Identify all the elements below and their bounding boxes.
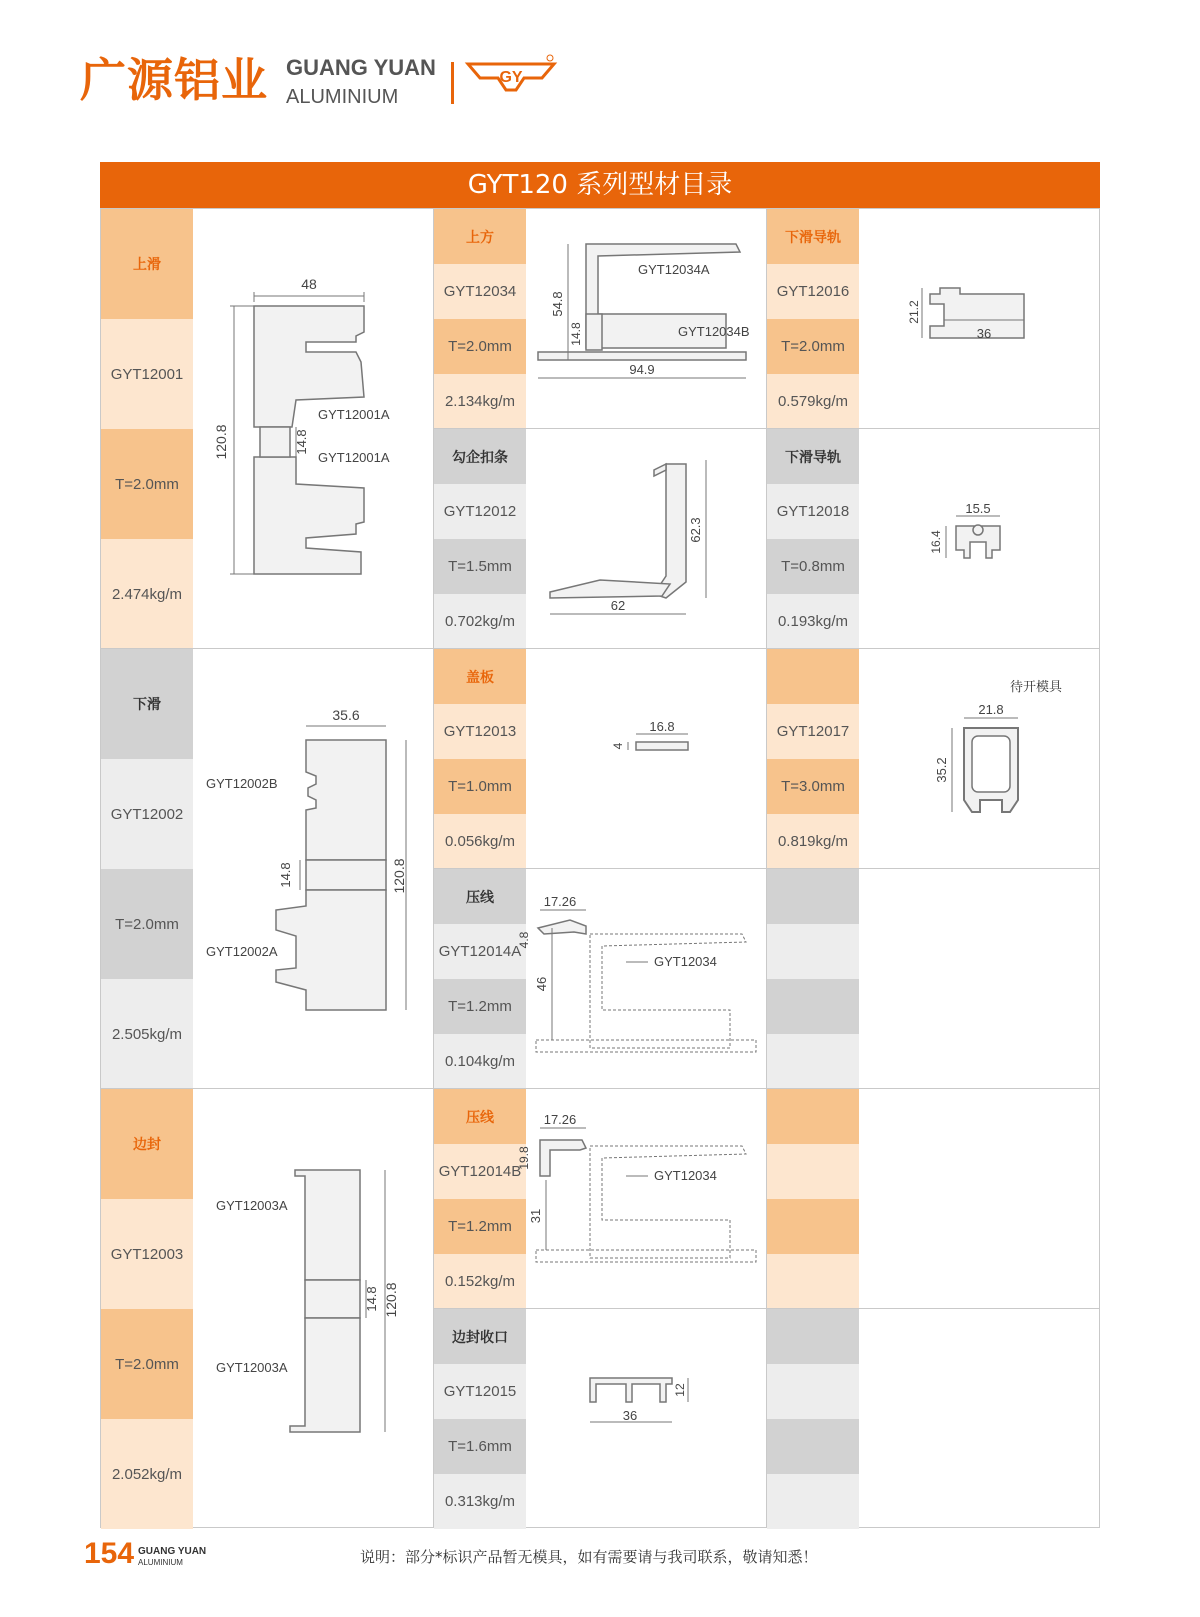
profile-drawing-gyt12018 [930, 500, 1020, 580]
label-cell-weight: 0.313kg/m [434, 1474, 526, 1529]
label-cell-category: 勾企扣条 [434, 429, 526, 484]
label-cell-category: 下滑导轨 [767, 429, 859, 484]
profile-drawing-gyt12034 [526, 230, 766, 390]
profile-drawing-gyt12014a [517, 892, 766, 1062]
grid-divider [433, 428, 1100, 429]
catalog-title: GYT120 系列型材目录 [100, 162, 1100, 208]
label-cell-category: 压线 [434, 1089, 526, 1144]
grid-divider [433, 868, 1100, 869]
label-cell-category [767, 1089, 859, 1144]
label-cell-category: 盖板 [434, 649, 526, 704]
dim-h1: 19.8 [517, 1146, 531, 1170]
dim-width: 17.26 [543, 1112, 577, 1127]
label-a: GYT12001A [318, 407, 390, 422]
profile-drawing-gyt12001 [196, 262, 424, 592]
label-cell-code [767, 1364, 859, 1419]
label-cell-weight: 0.152kg/m [434, 1254, 526, 1309]
logo-text: GY [499, 69, 523, 86]
dim-width: 94.9 [629, 362, 655, 377]
label-cell-category: 边封收口 [434, 1309, 526, 1364]
dim-width: 36 [622, 1408, 638, 1423]
label-cell-code: GYT12014A [434, 924, 526, 979]
label-cell-category: 边封 [101, 1089, 193, 1199]
dim-h2: 46 [534, 976, 549, 992]
dim-height: 4 [611, 742, 625, 750]
label-cell-category: 上滑 [101, 209, 193, 319]
label-cell-code: GYT12017 [767, 704, 859, 759]
label-cell-weight: 2.052kg/m [101, 1419, 193, 1529]
label-cell-thickness: T=2.0mm [434, 319, 526, 374]
label-cell-weight [767, 1034, 859, 1089]
label-cell-thickness: T=1.5mm [434, 539, 526, 594]
label-cell-thickness: T=0.8mm [767, 539, 859, 594]
dim-mid: 14.8 [569, 322, 583, 346]
ref-label: GYT12034 [654, 1168, 717, 1183]
profile-drawing-gyt12014b [517, 1110, 766, 1280]
dim-height: 35.2 [934, 757, 949, 783]
label-cell-weight: 2.505kg/m [101, 979, 193, 1089]
label-b: GYT12002B [206, 776, 278, 791]
guangyuan-logo-icon [466, 52, 556, 102]
label-cell-code [767, 1144, 859, 1199]
dim-height: 12 [673, 1383, 687, 1397]
label-cell-weight: 2.134kg/m [434, 374, 526, 429]
profile-drawing-gyt12017 [930, 700, 1040, 830]
dim-h2: 31 [528, 1208, 543, 1224]
label-cell-thickness: T=1.2mm [434, 1199, 526, 1254]
grid-divider [433, 1308, 1100, 1309]
label-cell-weight: 0.193kg/m [767, 594, 859, 649]
label-cell-thickness: T=2.0mm [101, 1309, 193, 1419]
dim-h1: 4.8 [517, 931, 531, 949]
dim-width: 48 [301, 276, 317, 292]
footer-brand-line1: GUANG YUAN [138, 1546, 207, 1557]
label-cell-category [767, 1309, 859, 1364]
label-cell-weight [767, 1254, 859, 1309]
dim-width: 21.8 [978, 702, 1004, 717]
label-cell-code: GYT12002 [101, 759, 193, 869]
footer-note: 说明：部分*标识产品暂无模具，如有需要请与我司联系，敬请知悉！ [360, 1548, 818, 1566]
label-cell-code: GYT12014B [434, 1144, 526, 1199]
label-cell-code: GYT12034 [434, 264, 526, 319]
label-cell-thickness: T=2.0mm [101, 869, 193, 979]
dim-width: 15.5 [965, 501, 991, 516]
label-b: GYT12001A [318, 450, 390, 465]
dim-mid: 14.8 [294, 429, 309, 455]
dim-width: 17.26 [543, 894, 577, 909]
label-cell-category: 上方 [434, 209, 526, 264]
label-cell-category [767, 869, 859, 924]
dim-mid: 14.8 [278, 862, 293, 888]
dim-height: 16.4 [929, 530, 943, 554]
label-a: GYT12002A [206, 944, 278, 959]
dim-width: 35.6 [332, 707, 360, 723]
label-cell-code: GYT12013 [434, 704, 526, 759]
mold-pending-note: 待开模具 [1010, 680, 1063, 695]
label-a: GYT12003A [216, 1198, 288, 1213]
label-cell-code [767, 924, 859, 979]
label-a: GYT12034A [638, 262, 710, 277]
brand-name-cn: 广源铝业 [80, 53, 268, 107]
brand-name-en-line1: GUANG YUAN [286, 55, 436, 80]
dim-height: 62.3 [688, 517, 703, 543]
grid-divider [433, 648, 1100, 649]
label-cell-code: GYT12012 [434, 484, 526, 539]
label-cell-thickness: T=1.0mm [434, 759, 526, 814]
label-cell-category: 压线 [434, 869, 526, 924]
profile-drawing-gyt12016 [900, 280, 1040, 360]
label-cell-thickness [767, 1419, 859, 1474]
footer-brand-line2: ALUMINIUM [138, 1558, 183, 1567]
label-cell-thickness: T=2.0mm [101, 429, 193, 539]
dim-width: 36 [976, 326, 992, 341]
label-cell-thickness [767, 979, 859, 1034]
grid-divider [100, 1088, 433, 1089]
label-cell-code: GYT12016 [767, 264, 859, 319]
label-cell-category [767, 649, 859, 704]
label-cell-category: 下滑导轨 [767, 209, 859, 264]
label-cell-thickness: T=3.0mm [767, 759, 859, 814]
dim-width: 16.8 [649, 719, 675, 734]
dim-mid: 14.8 [364, 1286, 379, 1312]
label-cell-code: GYT12003 [101, 1199, 193, 1309]
page-number: 154 [84, 1537, 135, 1570]
label-cell-code: GYT12018 [767, 484, 859, 539]
label-cell-code: GYT12015 [434, 1364, 526, 1419]
dim-height: 120.8 [391, 858, 407, 894]
profile-drawing-gyt12012 [550, 448, 740, 618]
label-b: GYT12034B [678, 324, 750, 339]
profile-drawing-gyt12003 [210, 1160, 430, 1450]
dim-height: 120.8 [383, 1282, 399, 1318]
label-cell-thickness [767, 1199, 859, 1254]
grid-divider [100, 648, 433, 649]
brand-separator [451, 62, 454, 104]
profile-drawing-gyt12015 [582, 1370, 712, 1440]
label-cell-weight: 0.104kg/m [434, 1034, 526, 1089]
dim-height: 120.8 [213, 424, 229, 460]
profile-drawing-gyt12002 [206, 700, 426, 1030]
dim-height: 54.8 [550, 291, 565, 317]
label-b: GYT12003A [216, 1360, 288, 1375]
dim-width: 62 [610, 598, 626, 613]
label-cell-weight: 0.056kg/m [434, 814, 526, 869]
profile-drawing-gyt12013 [608, 719, 708, 772]
label-cell-weight: 0.702kg/m [434, 594, 526, 649]
label-cell-weight: 0.819kg/m [767, 814, 859, 869]
brand-name-en-line2: ALUMINIUM [286, 86, 399, 108]
label-cell-thickness: T=2.0mm [767, 319, 859, 374]
label-cell-weight: 2.474kg/m [101, 539, 193, 649]
dim-height: 21.2 [907, 300, 921, 324]
label-cell-thickness: T=1.2mm [434, 979, 526, 1034]
label-cell-weight: 0.579kg/m [767, 374, 859, 429]
grid-divider [433, 1088, 1100, 1089]
label-cell-weight [767, 1474, 859, 1529]
label-cell-category: 下滑 [101, 649, 193, 759]
ref-label: GYT12034 [654, 954, 717, 969]
label-cell-thickness: T=1.6mm [434, 1419, 526, 1474]
label-cell-code: GYT12001 [101, 319, 193, 429]
